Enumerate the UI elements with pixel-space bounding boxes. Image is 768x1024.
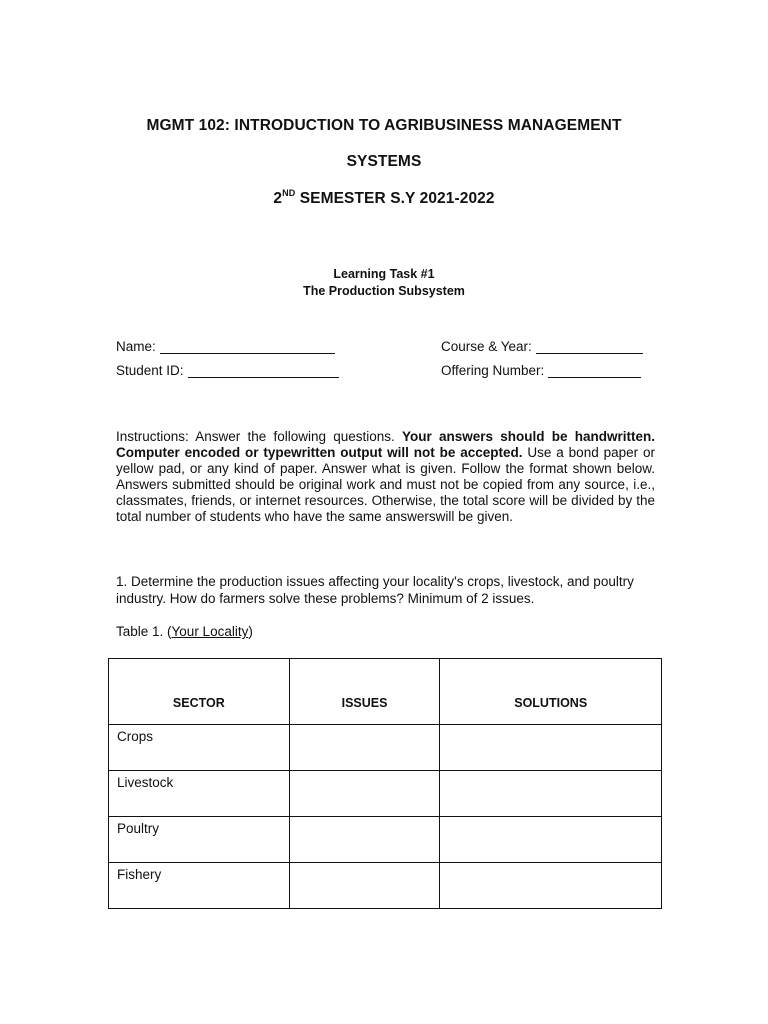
sector-cell: Fishery: [109, 863, 290, 909]
solutions-cell[interactable]: [440, 725, 662, 771]
instructions-details: Use a bond paper or yellow pad, or any kind of paper. Answer what is given. Follow the format shown below. Answers submitted should be original work and must not be copied from any source, i.e., classmates, friends, or internet resources. Otherwise, the total score will be divided by the total number of students who have the same answerswill be given.: [116, 445, 655, 524]
table-caption: [116, 624, 253, 639]
name-blank[interactable]: [160, 339, 335, 354]
name-field: [116, 339, 335, 354]
student-id-field: [116, 363, 339, 378]
issues-cell[interactable]: [289, 817, 440, 863]
table-header-row: [109, 659, 662, 725]
issues-cell[interactable]: [289, 771, 440, 817]
offering-number-label: Offering Number:: [441, 363, 545, 378]
course-year-label: Course & Year:: [441, 339, 532, 354]
semester-heading: [0, 189, 768, 208]
header-sector: SECTOR: [109, 659, 290, 725]
table-caption-suffix: ): [248, 624, 253, 639]
course-title-continued: SYSTEMS: [346, 153, 422, 170]
name-label: Name:: [116, 339, 156, 354]
instructions-emphasis: Your answers should be handwritten. Computer encoded or typewritten output will not be accepted.: [116, 429, 655, 460]
solutions-cell[interactable]: [440, 817, 662, 863]
task-number: Learning Task #1: [333, 267, 435, 281]
table-row: [109, 771, 662, 817]
header-issues: ISSUES: [289, 659, 440, 725]
sector-cell: Poultry: [109, 817, 290, 863]
solutions-cell[interactable]: [440, 771, 662, 817]
header-solutions: SOLUTIONS: [440, 659, 662, 725]
offering-number-field: [441, 363, 641, 378]
issues-cell[interactable]: [289, 725, 440, 771]
table-caption-locality: Your Locality: [171, 624, 249, 639]
table-row: [109, 817, 662, 863]
sector-issues-table: [108, 658, 662, 909]
question-1: 1. Determine the production issues affecting your locality's crops, livestock, and poultry industry. How do farmers solve these problems? Minimum of 2 issues.: [116, 574, 634, 606]
course-year-field: [441, 339, 643, 354]
semester-school-year: SEMESTER S.Y 2021-2022: [295, 190, 495, 208]
semester-ordinal: 2: [273, 190, 283, 208]
semester-ordinal-suffix: ND: [282, 188, 296, 198]
instructions-paragraph: [116, 429, 655, 525]
task-subtitle: The Production Subsystem: [303, 284, 465, 298]
student-id-blank[interactable]: [188, 363, 339, 378]
sector-cell: Livestock: [109, 771, 290, 817]
table-caption-prefix: Table 1. (: [116, 624, 172, 639]
course-title: MGMT 102: INTRODUCTION TO AGRIBUSINESS MANAGEMENT: [146, 117, 622, 134]
issues-cell[interactable]: [289, 863, 440, 909]
course-year-blank[interactable]: [536, 339, 643, 354]
table-row: [109, 863, 662, 909]
sector-cell: Crops: [109, 725, 290, 771]
student-id-label: Student ID:: [116, 363, 184, 378]
instructions-intro: Instructions: Answer the following questions.: [116, 429, 403, 444]
offering-number-blank[interactable]: [548, 363, 641, 378]
solutions-cell[interactable]: [440, 863, 662, 909]
table-row: [109, 725, 662, 771]
